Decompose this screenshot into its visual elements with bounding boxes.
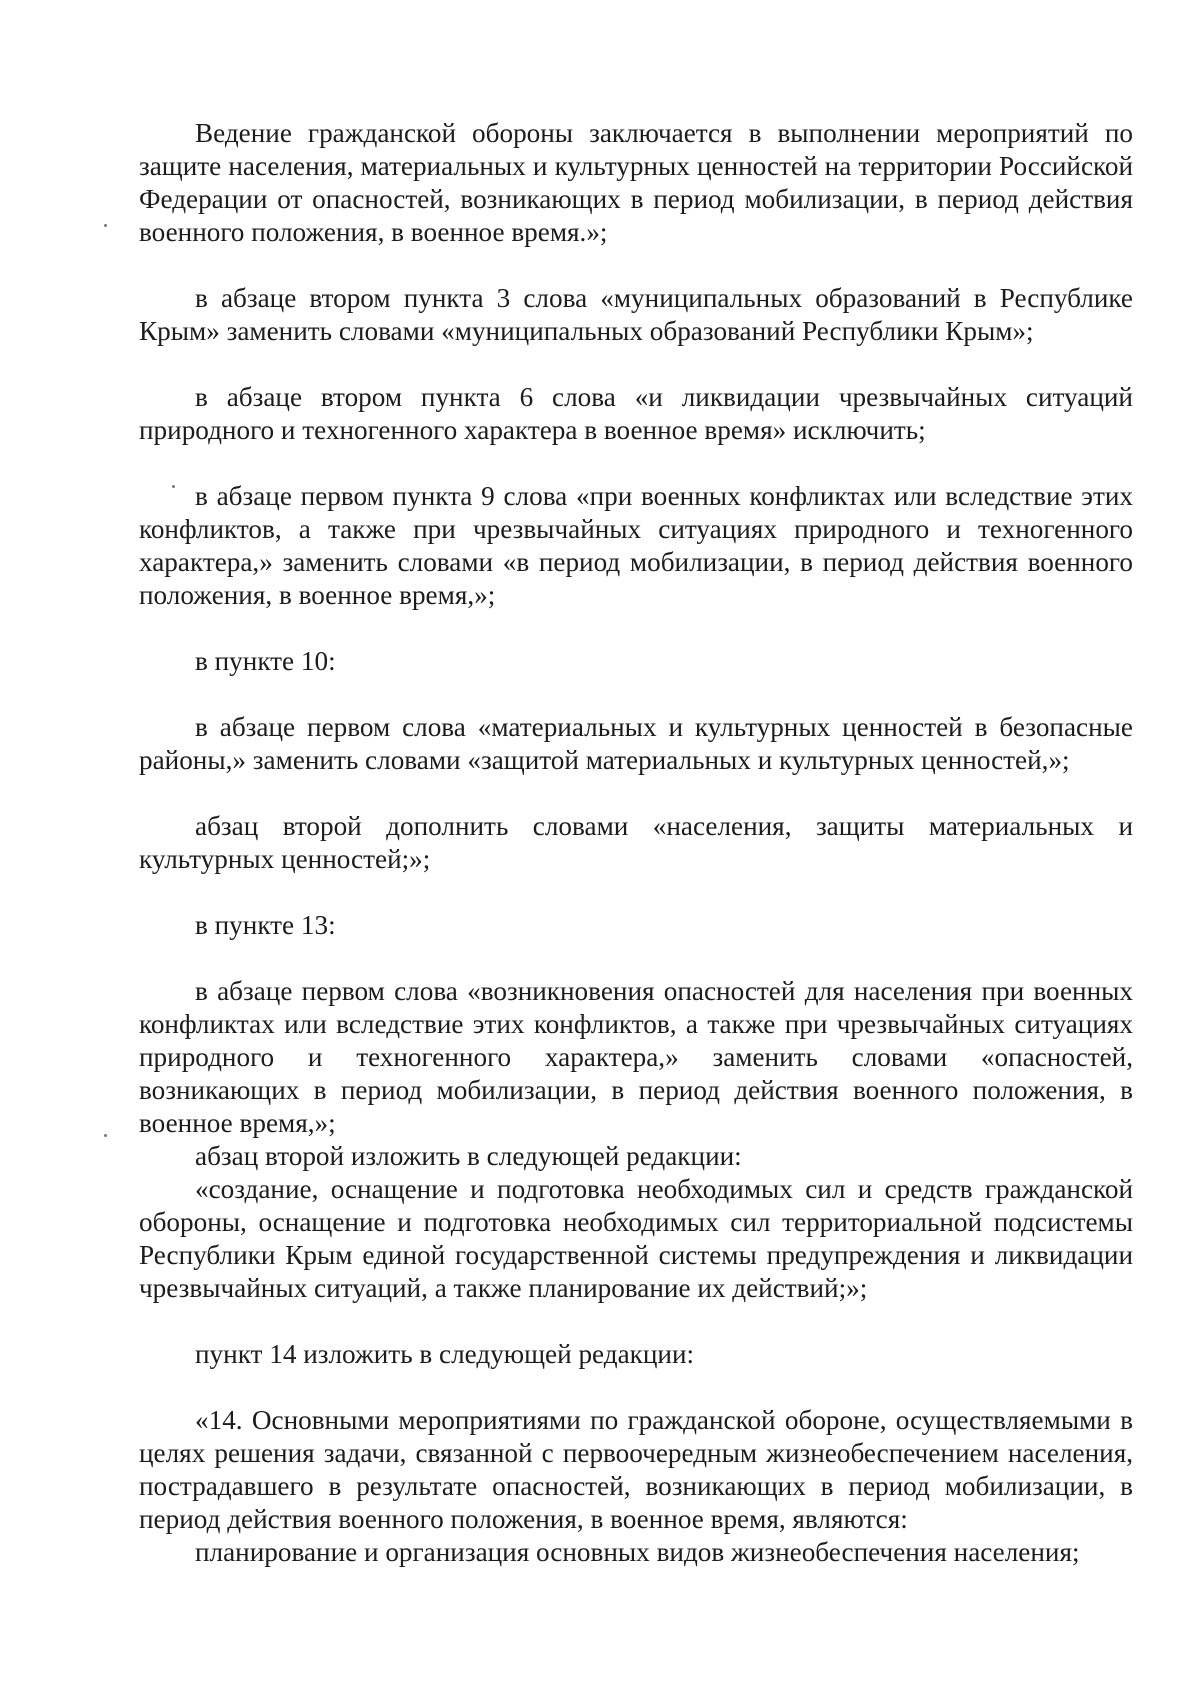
paragraph-item-10-heading: в пункте 10: (195, 646, 336, 676)
paragraph-item-14-first-measure: планирование и организация основных видов жизнеобеспечения населения; (195, 1537, 1080, 1567)
paragraph-item-3: в абзаце втором пункта 3 слова «муниципальных образований в Республике Крым» заменить словами «муниципальных образований Республики Крым»; (139, 283, 1133, 346)
scan-speck (104, 1134, 107, 1137)
paragraph-civil-defense-definition: Ведение гражданской обороны заключается в выполнении мероприятий по защите населения, материальных и культурных ценностей на территории Российской Федерации от опасностей, возникающих в период мобилизации, в период действия военного положения, в военное время.»; (139, 118, 1133, 247)
paragraph-item-13-heading: в пункте 13: (195, 910, 336, 940)
paragraph-item-10-first: в абзаце первом слова «материальных и культурных ценностей в безопасные районы,» заменить словами «защитой материальных и культурных ценностей,»; (139, 712, 1133, 775)
paragraph-item-10-second: абзац второй дополнить словами «населения, защиты материальных и культурных ценностей;»; (139, 811, 1133, 874)
paragraph-item-6: в абзаце втором пункта 6 слова «и ликвидации чрезвычайных ситуаций природного и техногенного характера в военное время» исключить; (139, 382, 1133, 445)
paragraph-item-14-text: «14. Основными мероприятиями по гражданской обороне, осуществляемыми в целях решения задачи, связанной с первоочередным жизнеобеспечением населения, пострадавшего в результате опасностей, возникающих в период мобилизации, в период действия военного положения, в военное время, являются: (139, 1405, 1133, 1534)
paragraph-item-14-intro: пункт 14 изложить в следующей редакции: (195, 1339, 695, 1369)
document-body (139, 117, 1133, 1569)
scan-speck (104, 224, 107, 227)
paragraph-item-9: в абзаце первом пункта 9 слова «при военных конфликтах или вследствие этих конфликтов, а также при чрезвычайных ситуациях природного и техногенного характера,» заменить словами «в период мобилизации, в период действия военного положения, в военное время,»; (139, 481, 1133, 610)
scan-speck (172, 485, 175, 488)
paragraph-item-13-second-intro: абзац второй изложить в следующей редакции: (195, 1141, 742, 1171)
paragraph-item-13-first: в абзаце первом слова «возникновения опасностей для населения при военных конфликтах или вследствие этих конфликтов, а также при чрезвычайных ситуациях природного и техногенного характера,» заменить словами «опасностей, возникающих в период мобилизации, в период действия военного положения, в военное время,»; (139, 976, 1133, 1138)
paragraph-item-13-second-text: «создание, оснащение и подготовка необходимых сил и средств гражданской обороны, оснащение и подготовка необходимых сил территориальной подсистемы Республики Крым единой государственной системы предупреждения и ликвидации чрезвычайных ситуаций, а также планирование их действий;»; (139, 1174, 1133, 1303)
